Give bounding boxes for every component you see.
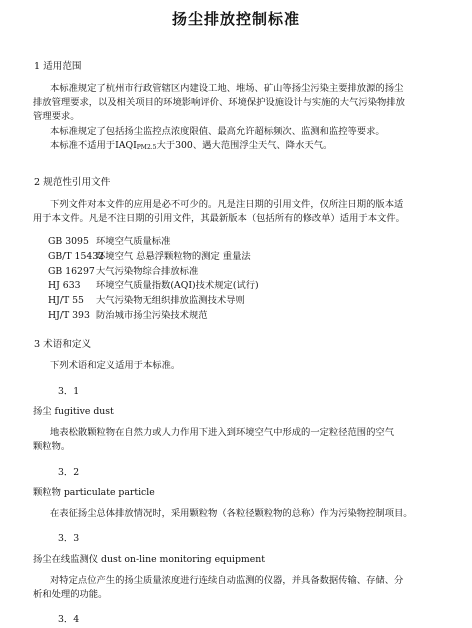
term-number: 3．2	[58, 467, 80, 478]
section-1-paragraph-1-line-1: 本标准规定了杭州市行政管辖区内建设工地、堆场、矿山等扬尘污染主要排放源的扬尘	[50, 83, 404, 94]
reference-row	[48, 248, 251, 262]
term-number: 3．1	[58, 386, 80, 397]
reference-name: 防治城市扬尘污染技术规范	[96, 310, 208, 321]
term-definition-line-1: 地表松散颗粒物在自然力或人力作用下进入到环境空气中形成的一定粒径范围的空气	[50, 427, 394, 438]
reference-name: 环境空气质量标准	[96, 236, 171, 247]
section-2-paragraph-line-2: 用于本文件。凡是不注日期的引用文件，其最新版本（包括所有的修改单）适用于本文件。	[33, 213, 405, 224]
term-number: 3．4	[58, 614, 80, 625]
section-2-heading: 2 规范性引用文件	[34, 177, 111, 188]
pm25-subscript: PM2.5	[136, 144, 157, 151]
term-name: 颗粒物 particulate particle	[33, 487, 155, 498]
reference-row	[48, 263, 198, 277]
reference-code: GB 3095	[48, 236, 89, 247]
section-1-paragraph-1-line-2: 排放管理要求，以及相关项目的环境影响评价、环境保护设施设计与实施的大气污染物排放	[33, 97, 405, 108]
reference-name: 环境空气质量指数(AQI)技术规定(试行)	[96, 280, 259, 291]
section-1-paragraph-2: 本标准规定了包括扬尘监控点浓度限值、最高允许超标频次、监测和监控等要求。	[50, 126, 385, 137]
reference-code: HJ/T 393	[48, 310, 90, 321]
reference-code: HJ/T 55	[48, 295, 84, 306]
term-name: 扬尘在线监测仪 dust on-line monitoring equipment	[33, 554, 265, 565]
reference-name: 环境空气 总悬浮颗粒物的测定 重量法	[96, 251, 251, 262]
section-1-paragraph-3-post: 大于300、遇大范围浮尘天气、降水天气。	[156, 140, 333, 151]
reference-code: GB/T 15432	[48, 251, 105, 262]
reference-row	[48, 233, 170, 247]
section-1-paragraph-3-pre: 本标准不适用于IAQI	[50, 140, 137, 151]
document-title: 扬尘排放控制标准	[171, 10, 300, 28]
section-1-paragraph-1-line-3: 管理要求。	[33, 111, 80, 122]
section-1-heading: 1 适用范围	[34, 61, 82, 72]
reference-code: GB 16297	[48, 266, 95, 277]
section-3-intro: 下列术语和定义适用于本标准。	[50, 360, 181, 371]
section-1-paragraph-3	[50, 139, 332, 155]
term-definition-line-1: 对特定点位产生的扬尘质量浓度进行连续自动监测的仪器，并具备数据传输、存储、分	[50, 575, 404, 586]
reference-name: 大气污染物无组织排放监测技术导则	[96, 295, 245, 306]
reference-row	[48, 292, 245, 306]
term-name: 扬尘 fugitive dust	[33, 406, 114, 417]
reference-row	[48, 277, 259, 291]
section-2-paragraph-line-1: 下列文件对本文件的应用是必不可少的。凡是注日期的引用文件，仅所注日期的版本适	[50, 199, 404, 210]
term-number: 3．3	[58, 533, 80, 544]
reference-row	[48, 307, 208, 321]
reference-name: 大气污染物综合排放标准	[96, 266, 199, 277]
term-definition-line-1: 在表征扬尘总体排放情况时，采用颗粒物（各粒径颗粒物的总称）作为污染物控制项目。	[50, 508, 413, 519]
term-definition-line-2: 析和处理的功能。	[33, 589, 108, 600]
section-3-heading: 3 术语和定义	[34, 339, 92, 350]
reference-code: HJ 633	[48, 280, 81, 291]
term-definition-line-2: 颗粒物。	[33, 441, 71, 452]
